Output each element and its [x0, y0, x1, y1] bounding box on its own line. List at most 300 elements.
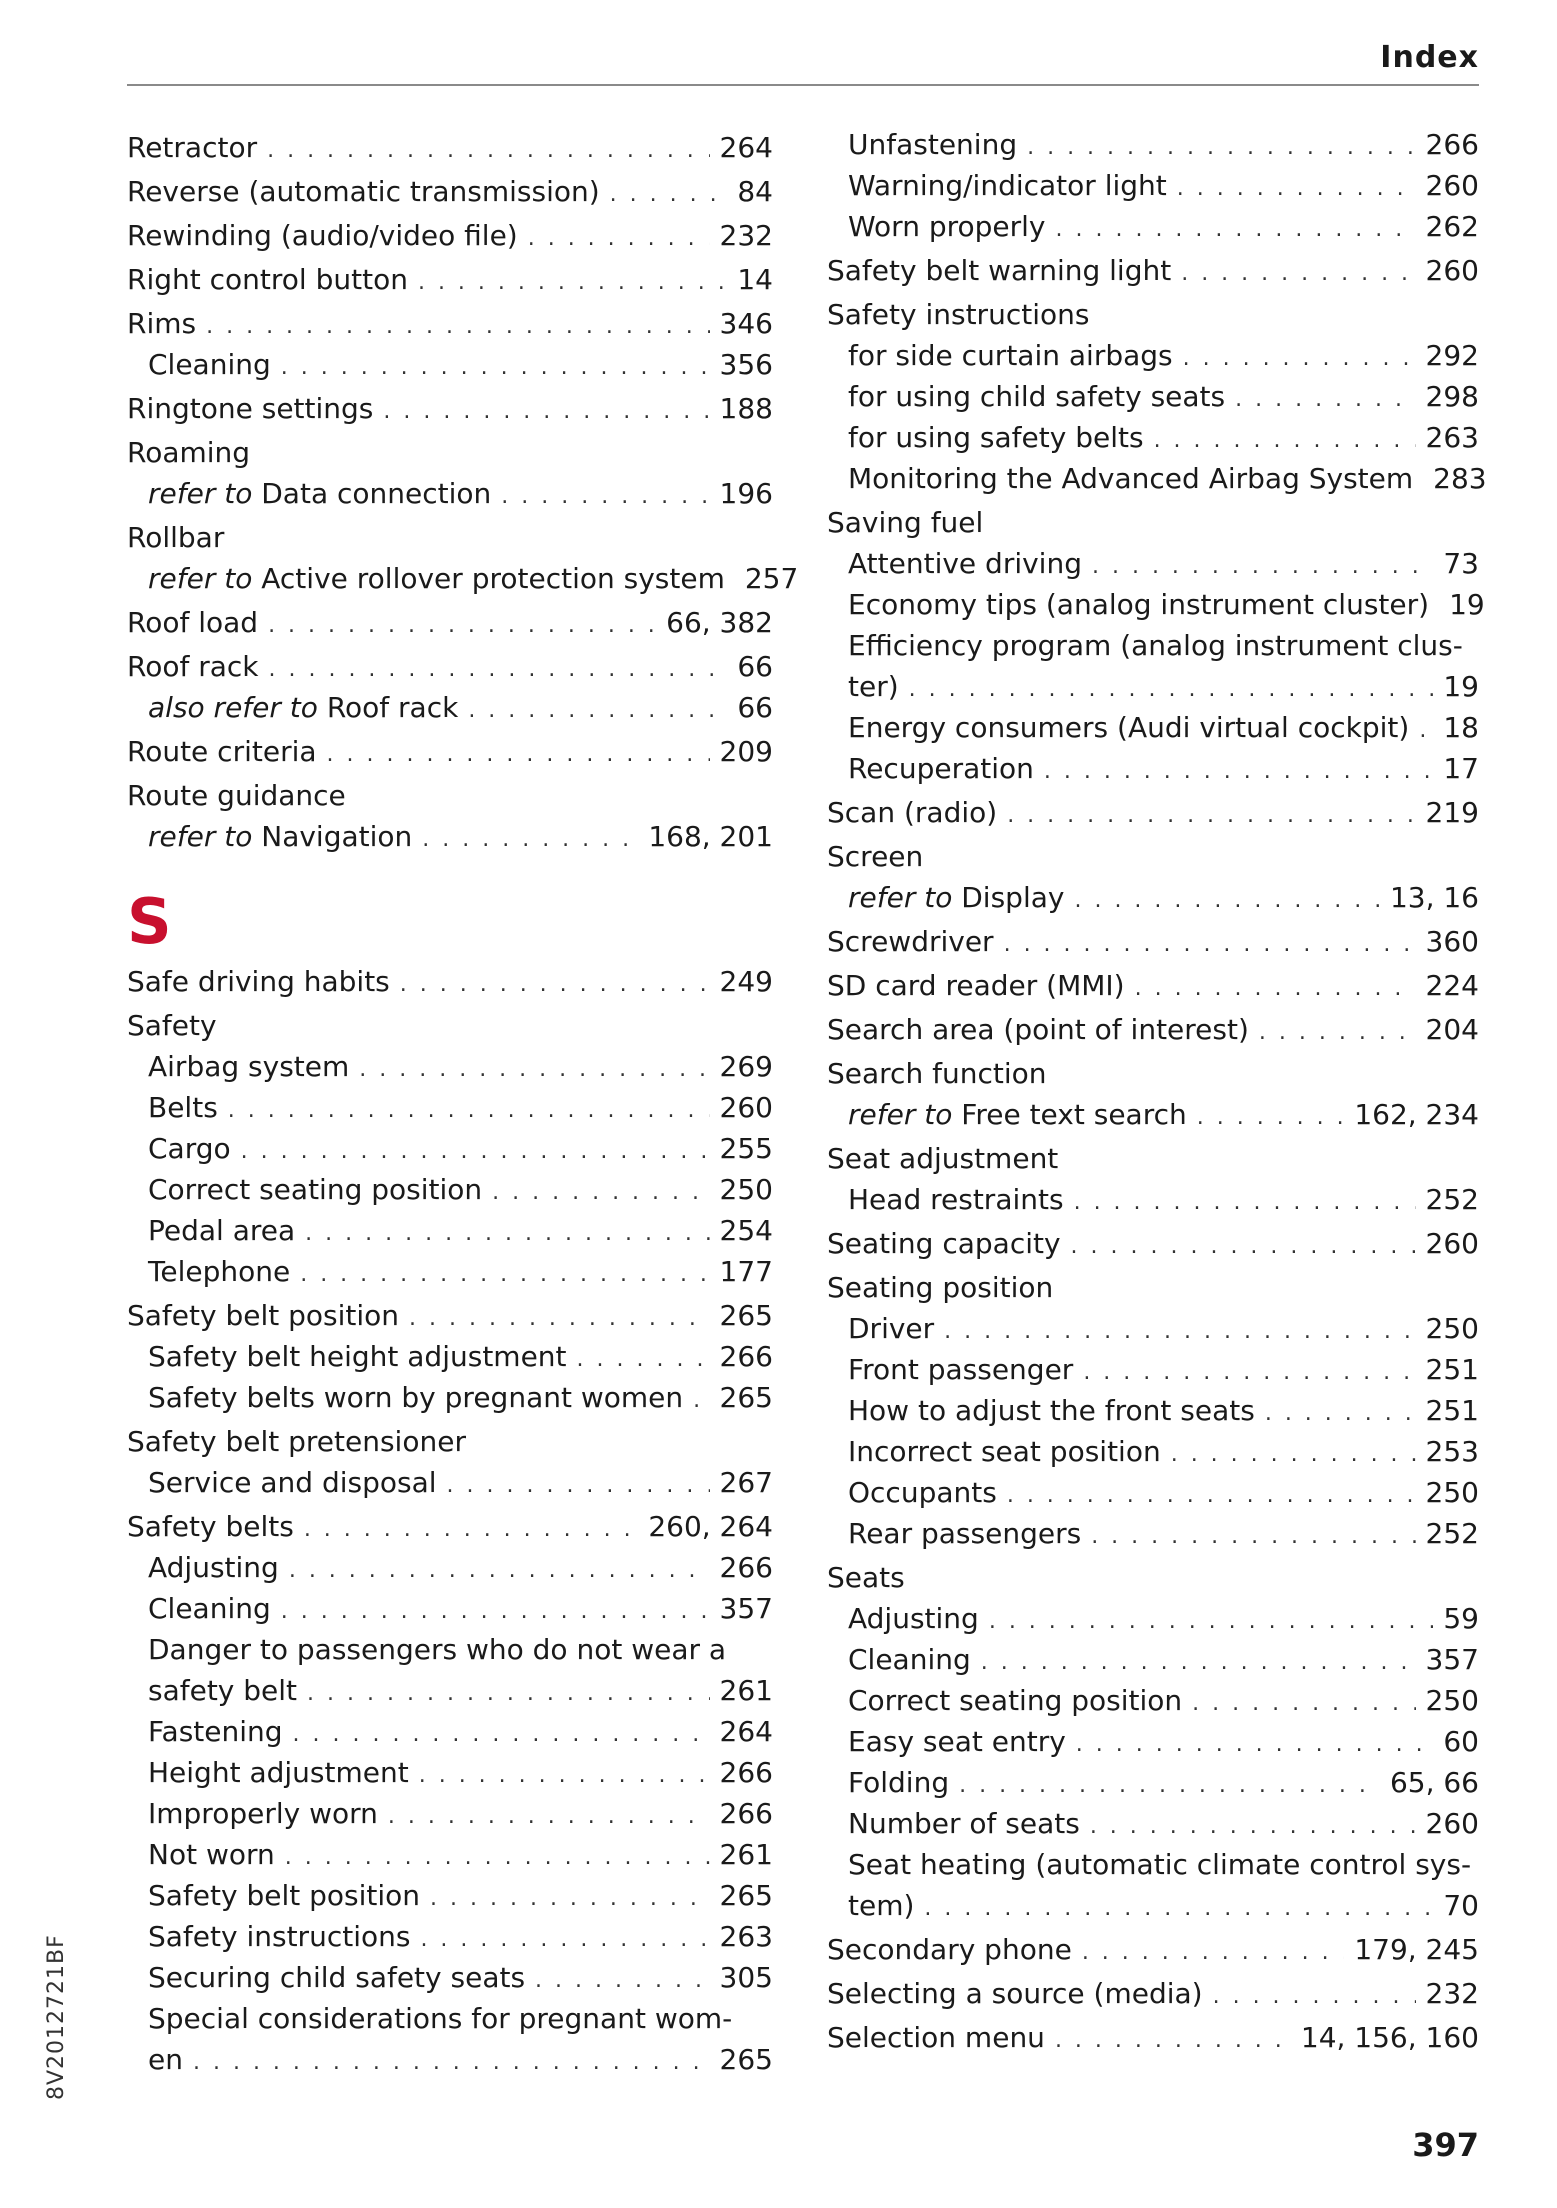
index-subentry [827, 1390, 1479, 1431]
index-entry [127, 646, 773, 687]
page-reference: 264 [719, 131, 773, 164]
dot-leader [359, 1049, 709, 1090]
page-reference: 266 [719, 1340, 773, 1373]
index-subentry [827, 1803, 1479, 1844]
index-subentry [827, 707, 1479, 748]
index-subentry [827, 543, 1479, 584]
entry-text: Number of seats [848, 1807, 1080, 1840]
entry-label [148, 2039, 183, 2080]
entry-text: Safety instructions [827, 298, 1090, 331]
dot-leader [909, 669, 1434, 710]
entry-text: Search area (point of interest) [827, 1013, 1249, 1046]
page-reference: 73 [1443, 547, 1479, 580]
index-entry [827, 250, 1479, 291]
page-reference: 257 [744, 562, 799, 595]
page-reference: 263 [1425, 421, 1479, 454]
dot-leader [281, 347, 710, 388]
entry-label [127, 602, 258, 643]
entry-text: Safety [127, 1009, 217, 1042]
entry-text: Rewinding (audio/video file) [127, 219, 518, 252]
index-entry [127, 215, 773, 256]
entry-text: Not worn [148, 1838, 275, 1871]
index-entry [827, 921, 1479, 962]
index-subentry [127, 1128, 773, 1169]
index-subentry [127, 1046, 773, 1087]
page-reference: 251 [1425, 1394, 1479, 1427]
entry-text: Attentive driving [848, 547, 1082, 580]
page-reference: 252 [1425, 1183, 1479, 1216]
index-subentry [827, 1431, 1479, 1472]
page-reference: 162, 234 [1354, 1098, 1479, 1131]
dot-leader [924, 1888, 1433, 1929]
entry-label [127, 215, 518, 256]
index-subentry [827, 335, 1479, 376]
dot-leader [1044, 751, 1433, 792]
dot-leader [281, 1591, 710, 1632]
index-heading [827, 502, 1479, 543]
dot-leader [1091, 1516, 1415, 1557]
dot-leader [409, 1298, 710, 1339]
entry-label [848, 1472, 997, 1513]
index-entry [127, 731, 773, 772]
entry-label [848, 417, 1144, 458]
page-reference: 179, 245 [1354, 1933, 1479, 1966]
dot-leader [268, 605, 656, 646]
index-heading [827, 1053, 1479, 1094]
entry-label [848, 1721, 1066, 1762]
dot-leader [1154, 420, 1416, 461]
section-letter: S [127, 885, 172, 958]
page-reference: 265 [719, 1381, 773, 1414]
dot-leader [1083, 1352, 1415, 1393]
index-subentry [127, 1629, 773, 1670]
index-subentry [827, 1721, 1479, 1762]
entry-label [827, 1009, 1249, 1050]
entry-text: Data connection [261, 477, 492, 510]
entry-text: Seat heating (automatic climate control sys- [848, 1848, 1472, 1881]
entry-label [848, 165, 1167, 206]
entry-label [848, 748, 1034, 789]
index-subentry [827, 625, 1479, 666]
index-subentry [127, 1336, 773, 1377]
dot-leader [430, 1878, 710, 1919]
entry-text: for using child safety seats [848, 380, 1226, 413]
dot-leader [1007, 1475, 1416, 1516]
entry-label [827, 921, 994, 962]
dot-leader [267, 130, 709, 171]
entry-text: Safety belt pretensioner [127, 1425, 466, 1458]
page-reference: 357 [719, 1592, 773, 1625]
entry-text: Adjusting [848, 1602, 979, 1635]
entry-text: Ringtone settings [127, 392, 374, 425]
entry-text: Cleaning [848, 1643, 971, 1676]
entry-text: Roof rack [326, 691, 459, 724]
entry-text: safety belt [148, 1674, 298, 1707]
entry-text: Driver [848, 1312, 935, 1345]
index-heading [827, 294, 1479, 335]
entry-label [127, 646, 259, 687]
page-reference: 250 [1425, 1312, 1479, 1345]
index-subentry [827, 1308, 1479, 1349]
entry-text: Special considerations for pregnant wom- [148, 2002, 733, 2035]
index-entry [127, 127, 773, 168]
entry-label [848, 124, 1017, 165]
page-reference: 269 [719, 1050, 773, 1083]
page-reference: 249 [719, 965, 773, 998]
entry-text: Energy consumers (Audi virtual cockpit) [848, 711, 1410, 744]
index-subentry [827, 417, 1479, 458]
index-entry [827, 1009, 1479, 1050]
index-subentry [127, 1251, 773, 1292]
entry-text: Seat adjustment [827, 1142, 1059, 1175]
entry-label [827, 792, 997, 833]
entry-text: Seating capacity [827, 1227, 1061, 1260]
entry-text: Economy tips (analog instrument cluster) [848, 588, 1430, 621]
entry-text: Navigation [261, 820, 413, 853]
entry-text: Safety belt warning light [827, 254, 1172, 287]
page-reference: 224 [1425, 969, 1479, 1002]
dot-leader [501, 476, 709, 517]
index-subentry [827, 1680, 1479, 1721]
entry-text: for using safety belts [848, 421, 1144, 454]
entry-label [127, 388, 373, 429]
entry-text: Selecting a source (media) [827, 1977, 1203, 2010]
entry-text: Improperly worn [148, 1797, 378, 1830]
entry-label [827, 250, 1171, 291]
entry-label [848, 1094, 1187, 1135]
entry-label [848, 1639, 971, 1680]
page-reference: 188 [719, 392, 773, 425]
entry-text: Fastening [148, 1715, 283, 1748]
entry-label [848, 335, 1173, 376]
index-heading [827, 1138, 1479, 1179]
index-subentry [127, 1210, 773, 1251]
index-heading [127, 775, 773, 816]
page-title: Index [1380, 40, 1479, 75]
entry-text: Securing child safety seats [148, 1961, 526, 1994]
page-reference: 250 [1425, 1684, 1479, 1717]
entry-label [848, 1179, 1064, 1220]
index-entry [827, 2017, 1479, 2058]
entry-text: Safety belt position [148, 1879, 421, 1912]
page-reference: 266 [719, 1797, 773, 1830]
entry-text: Display [961, 881, 1065, 914]
dot-leader [959, 1765, 1380, 1806]
page-reference: 255 [719, 1132, 773, 1165]
index-entry [127, 259, 773, 300]
dot-leader [304, 1509, 639, 1550]
entry-label [148, 1128, 231, 1169]
entry-label [148, 1210, 295, 1251]
page-reference: 66, 382 [666, 606, 773, 639]
page-reference: 265 [719, 2043, 773, 2076]
index-subentry [127, 1752, 773, 1793]
dot-leader [535, 1960, 710, 2001]
page-reference: 250 [1425, 1476, 1479, 1509]
index-entry [127, 303, 773, 344]
document-code: 8V2012721BF [44, 1934, 69, 2100]
entry-text: Cleaning [148, 348, 271, 381]
dot-leader [610, 174, 728, 215]
entry-label [848, 1680, 1182, 1721]
page-reference: 209 [719, 735, 773, 768]
entry-text: Easy seat entry [848, 1725, 1066, 1758]
index-subentry [127, 1462, 773, 1503]
page-reference: 19 [1449, 588, 1485, 621]
entry-text: Airbag system [148, 1050, 350, 1083]
dot-leader [1004, 924, 1416, 965]
entry-text: Warning/indicator light [848, 169, 1167, 202]
page-reference: 260 [1425, 254, 1479, 287]
dot-leader [1090, 1806, 1416, 1847]
entry-label [148, 1336, 567, 1377]
page-reference: 204 [1425, 1013, 1479, 1046]
page-reference: 265 [719, 1299, 773, 1332]
dot-leader [388, 1796, 710, 1837]
dot-leader [1056, 209, 1416, 250]
entry-text: Adjusting [148, 1551, 279, 1584]
entry-label [148, 1711, 283, 1752]
page-reference: 266 [719, 1551, 773, 1584]
index-entry [127, 602, 773, 643]
page-reference: 196 [719, 477, 773, 510]
index-entry [127, 1506, 773, 1547]
dot-leader [327, 734, 710, 775]
page-reference: 263 [719, 1920, 773, 1953]
page-reference: 168, 201 [648, 820, 773, 853]
entry-text: Safety belt position [127, 1299, 400, 1332]
dot-leader [1197, 1097, 1345, 1138]
entry-text: Roof rack [127, 650, 259, 683]
page-reference: 356 [719, 348, 773, 381]
entry-text: Safety instructions [148, 1920, 411, 1953]
index-entry [127, 388, 773, 429]
dot-leader [241, 1131, 710, 1172]
cross-reference: refer to [848, 1098, 953, 1131]
entry-text: Screen [827, 840, 924, 873]
page-reference: 357 [1425, 1643, 1479, 1676]
index-subentry [127, 1998, 773, 2039]
dot-leader [1259, 1012, 1416, 1053]
entry-label [148, 687, 458, 728]
entry-label [848, 1803, 1080, 1844]
index-subentry [127, 1670, 773, 1711]
dot-leader [1135, 968, 1416, 1009]
index-entry [827, 965, 1479, 1006]
entry-text: Reverse (automatic transmission) [127, 175, 600, 208]
entry-text: Secondary phone [827, 1933, 1072, 1966]
entry-label [127, 127, 257, 168]
index-subentry [127, 558, 799, 599]
dot-leader [1055, 2020, 1291, 2061]
page-reference: 261 [719, 1838, 773, 1871]
entry-label [148, 473, 491, 514]
entry-label [148, 1251, 290, 1292]
page-reference: 261 [719, 1674, 773, 1707]
entry-label [848, 458, 1413, 499]
page-reference: 305 [719, 1961, 773, 1994]
entry-text: Front passenger [848, 1353, 1074, 1386]
index-entry [127, 961, 773, 1002]
entry-text: Danger to passengers who do not wear a [148, 1633, 727, 1666]
entry-label [848, 1598, 979, 1639]
index-heading [127, 432, 773, 473]
dot-leader [1171, 1434, 1416, 1475]
cross-reference: refer to [848, 881, 953, 914]
dot-leader [1092, 546, 1433, 587]
entry-text: Incorrect seat position [848, 1435, 1161, 1468]
entry-text: Correct seating position [148, 1173, 483, 1206]
entry-text: ter) [848, 670, 899, 703]
index-subentry [827, 1513, 1479, 1554]
page-reference: 266 [1425, 128, 1479, 161]
dot-leader [1192, 1683, 1415, 1724]
dot-leader [269, 649, 728, 690]
entry-label [848, 1431, 1161, 1472]
entry-label [848, 1390, 1255, 1431]
entry-label [848, 206, 1046, 247]
entry-text: Roaming [127, 436, 251, 469]
index-subentry [127, 1711, 773, 1752]
page-reference: 265 [719, 1879, 773, 1912]
entry-text: Cleaning [148, 1592, 271, 1625]
entry-label [148, 1670, 297, 1711]
entry-text: Screwdriver [827, 925, 994, 958]
entry-text: Seats [827, 1561, 905, 1594]
index-subentry [127, 816, 773, 857]
page-reference: 66 [737, 691, 773, 724]
entry-text: Safety belts [127, 1510, 294, 1543]
index-subentry [127, 1957, 773, 1998]
page-reference: 232 [719, 219, 773, 252]
entry-text: Roof load [127, 606, 259, 639]
page-reference: 18 [1443, 711, 1479, 744]
header-rule [127, 84, 1479, 86]
entry-label [827, 965, 1125, 1006]
page-reference: 252 [1425, 1517, 1479, 1550]
entry-label [148, 1377, 683, 1418]
index-entry [827, 1929, 1479, 1970]
index-subentry [827, 1639, 1479, 1680]
entry-text: Folding [848, 1766, 950, 1799]
dot-leader [422, 819, 638, 860]
cross-reference: also refer to [148, 691, 318, 724]
index-subentry [127, 1547, 773, 1588]
index-subentry [827, 376, 1479, 417]
dot-leader [944, 1311, 1415, 1352]
entry-text: Rear passengers [848, 1517, 1082, 1550]
page-reference: 70 [1443, 1889, 1479, 1922]
entry-text: Route criteria [127, 735, 317, 768]
entry-text: Rims [127, 307, 197, 340]
entry-label [148, 558, 725, 599]
dot-leader [1082, 1932, 1345, 1973]
dot-leader [1074, 1182, 1416, 1223]
cross-reference: refer to [148, 820, 253, 853]
page-reference: 232 [1425, 1977, 1479, 2010]
dot-leader [1419, 710, 1433, 751]
dot-leader [1007, 795, 1415, 836]
index-subentry [827, 206, 1479, 247]
dot-leader [1027, 127, 1415, 168]
entry-label [148, 1169, 482, 1210]
index-subentry [827, 877, 1479, 918]
index-subentry [827, 124, 1479, 165]
entry-text: Cargo [148, 1132, 231, 1165]
index-entry [827, 792, 1479, 833]
index-subentry [827, 1885, 1479, 1926]
page-reference: 177 [719, 1255, 773, 1288]
dot-leader [1177, 168, 1416, 209]
dot-leader [305, 1213, 709, 1254]
entry-label [148, 1087, 218, 1128]
entry-text: Service and disposal [148, 1466, 437, 1499]
page-number: 397 [1412, 2126, 1479, 2164]
entry-label [148, 1916, 410, 1957]
dot-leader [285, 1837, 710, 1878]
entry-text: Rollbar [127, 521, 225, 554]
index-subentry [127, 1169, 773, 1210]
dot-leader [1213, 1976, 1416, 2017]
index-heading [127, 517, 773, 558]
entry-text: Safety belt height adjustment [148, 1340, 567, 1373]
index-heading [127, 1421, 773, 1462]
page-reference: 13, 16 [1389, 881, 1479, 914]
entry-text: Free text search [961, 1098, 1187, 1131]
entry-label [127, 171, 600, 212]
dot-leader [1071, 1226, 1416, 1267]
page-reference: 60 [1443, 1725, 1479, 1758]
page-reference: 254 [719, 1214, 773, 1247]
entry-label [148, 1793, 378, 1834]
entry-text: Route guidance [127, 779, 346, 812]
entry-label [127, 731, 317, 772]
entry-label [127, 961, 390, 1002]
index-subentry [127, 1834, 773, 1875]
entry-label [848, 1762, 949, 1803]
entry-label [848, 877, 1064, 918]
entry-label [848, 666, 899, 707]
dot-leader [1076, 1724, 1434, 1765]
entry-text: Height adjustment [148, 1756, 409, 1789]
page-reference: 251 [1425, 1353, 1479, 1386]
entry-label [848, 543, 1082, 584]
index-subentry [827, 666, 1479, 707]
entry-text: Occupants [848, 1476, 997, 1509]
entry-label [148, 1588, 271, 1629]
entry-text: Search function [827, 1057, 1047, 1090]
page-reference: 84 [737, 175, 773, 208]
index-subentry [827, 1844, 1479, 1885]
dot-leader [420, 1919, 709, 1960]
entry-label [127, 1506, 294, 1547]
entry-text: Active rollover protection system [261, 562, 725, 595]
index-subentry [827, 1472, 1479, 1513]
entry-text: Selection menu [827, 2021, 1045, 2054]
entry-label [827, 2017, 1045, 2058]
dot-leader [1074, 880, 1379, 921]
dot-leader [293, 1714, 710, 1755]
entry-text: Correct seating position [848, 1684, 1183, 1717]
dot-leader [693, 1380, 709, 1421]
entry-label [127, 1295, 399, 1336]
index-heading [827, 1267, 1479, 1308]
entry-label [148, 1547, 279, 1588]
entry-label [848, 584, 1429, 625]
dot-leader [528, 218, 710, 259]
entry-text: tem) [848, 1889, 915, 1922]
entry-text: Safe driving habits [127, 965, 390, 998]
